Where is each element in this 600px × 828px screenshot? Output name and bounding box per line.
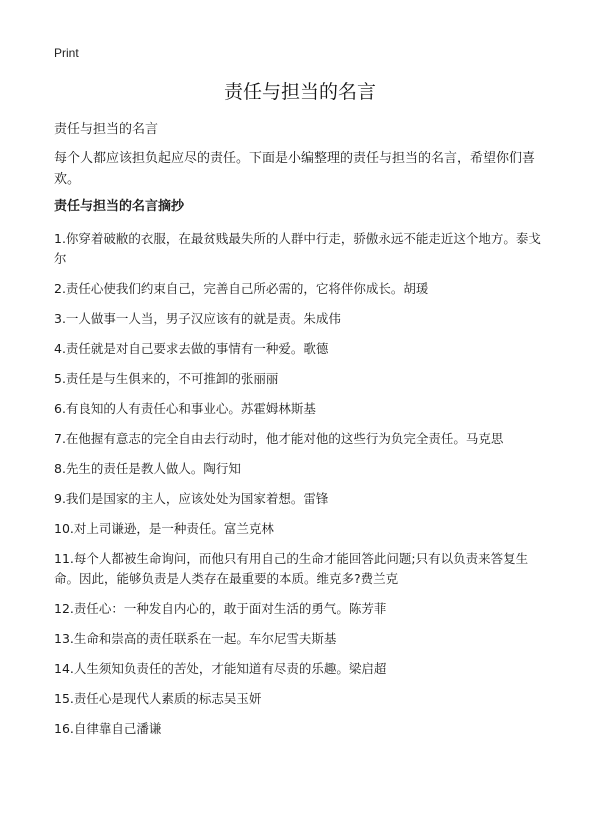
quote-item: 14.人生须知负责任的苦处，才能知道有尽责的乐趣。梁启超 — [54, 661, 387, 676]
quote-item: 9.我们是国家的主人，应该处处为国家着想。雷锋 — [54, 491, 329, 506]
quote-item: 3.一人做事一人当，男子汉应该有的就是责。朱成伟 — [54, 311, 341, 326]
quote-item: 11.每个人都被生命询问，而他只有用自己的生命才能回答此问题;只有以负责来答复生命。因此，能够负责是人类存在最重要的本质。维克多?费兰克 — [54, 551, 529, 586]
quote-item: 15.责任心是现代人素质的标志吴玉妍 — [54, 691, 262, 706]
section-heading: 责任与担当的名言摘抄 — [54, 199, 185, 214]
page-title: 责任与担当的名言 — [223, 81, 376, 103]
quote-list — [54, 229, 550, 749]
quote-item: 4.责任就是对自己要求去做的事情有一种爱。歌德 — [54, 341, 329, 356]
quote-item: 16.自律靠自己潘谦 — [54, 721, 162, 736]
quote-item: 12.责任心：一种发自内心的，敢于面对生活的勇气。陈芳菲 — [54, 601, 387, 616]
quote-item: 6.有良知的人有责任心和事业心。苏霍姆林斯基 — [54, 401, 316, 416]
intro-paragraph: 每个人都应该担负起应尽的责任。下面是小编整理的责任与担当的名言，希望你们喜欢。 — [54, 151, 536, 187]
print-link[interactable]: Print — [54, 46, 79, 60]
document-subtitle: 责任与担当的名言 — [54, 122, 159, 137]
quote-item: 1.你穿着破敝的衣服，在最贫贱最失所的人群中行走，骄傲永远不能走近这个地方。泰戈尔 — [54, 231, 541, 266]
quote-item: 5.责任是与生俱来的，不可推卸的张丽丽 — [54, 371, 279, 386]
quote-item: 10.对上司谦逊，是一种责任。富兰克林 — [54, 521, 274, 536]
quote-item: 7.在他握有意志的完全自由去行动时，他才能对他的这些行为负完全责任。马克思 — [54, 431, 504, 446]
quote-item: 2.责任心使我们约束自己，完善自己所必需的，它将伴你成长。胡瑗 — [54, 281, 429, 296]
quote-item: 8.先生的责任是教人做人。陶行知 — [54, 461, 241, 476]
quote-item: 13.生命和崇高的责任联系在一起。车尔尼雪夫斯基 — [54, 631, 337, 646]
